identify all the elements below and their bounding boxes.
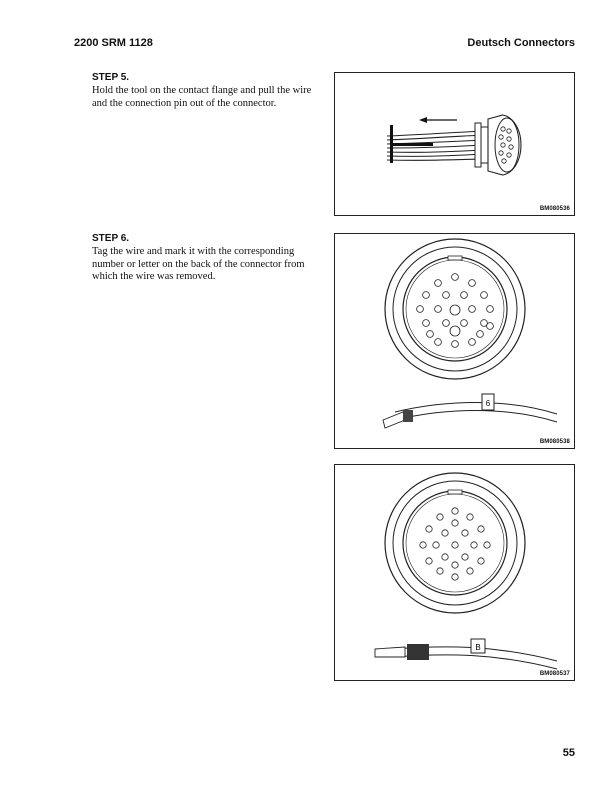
pin-removal-illustration [335,73,576,217]
step-6 [92,233,320,284]
step-6-title: STEP 6. [92,233,130,244]
figure-id: BM080536 [539,206,570,212]
step-6-instruction: Tag the wire and mark it with the corresponding number or letter on the back of the connector from which the wire was removed. [92,246,305,282]
step-5 [92,72,320,110]
section-title: Deutsch Connectors [467,37,575,49]
document-id: 2200 SRM 1128 [74,37,153,49]
pin-cavities [420,508,490,580]
pin-cavities [417,274,494,348]
terminal-crimp [403,410,413,422]
figure-id: BM080538 [539,439,570,445]
step-5-instruction: Hold the tool on the contact flange and pull the wire and the connection pin out of the connector. [92,85,312,109]
removal-tool [390,125,393,163]
connector-back-lettered-illustration [335,465,576,682]
wire-tag-label: 6 [485,399,491,408]
figure-pin-removal [334,72,575,216]
figure-id: BM080537 [539,671,570,677]
figure-connector-back-lettered [334,464,575,681]
figure-connector-back-numbered [334,233,575,449]
step-5-title: STEP 5. [92,72,130,83]
terminal-pin [375,647,405,657]
wire-tag-label: B [475,643,481,652]
connector-back-illustration [335,234,576,450]
terminal-crimp [407,644,429,660]
arrow-head [419,117,427,123]
page-number: 55 [562,747,575,759]
terminal-pin [383,412,405,428]
